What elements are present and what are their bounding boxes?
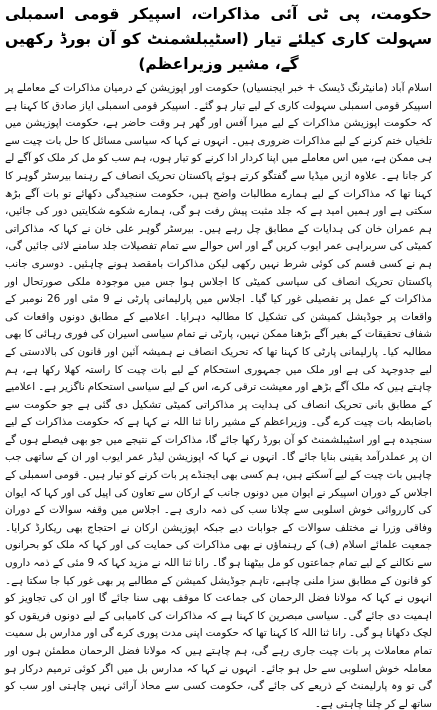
article-headline: حکومت، پی ٹی آئی مذاکرات، اسپیکر قومی اسمبلی سہولت کاری کیلئے تیار (اسٹیبلشمنٹ کو آن بورڈ رکھیں گے، مشیر وزیراعظم)	[5, 5, 432, 73]
article-body: اسلام آباد (مانیٹرنگ ڈیسک + خبر ایجنسیاں) حکومت اور اپوزیشن کے درمیان مذاکرات کے معاملے پر اسپیکر قومی اسمبلی سہولت کاری کے لیے تیار ہو گئے۔ اسپیکر قومی اسمبلی ایاز صادق کا کہنا ہے کہ حکومت اپوزیشن مذاکرات کے لیے میرا آفس اور گھر ہر وقت حاضر ہے، حکومت اپوزیشن میں تلخیاں ختم کرنے کے لیے مذاکرات ضروری ہیں۔ انہوں نے کہا کہ سیاسی مسائل کا حل بات چیت سے ہی ممکن ہے، میں اس معاملے میں اپنا کردار ادا کرنے کو تیار ہوں، ہم سب کو مل کر ملک کو آگے لے کر جانا ہے۔ علاوہ ازیں میڈیا سے گفتگو کرتے ہوئے پاکستان تحریک انصاف کے رہنما بیرسٹر گوہر کا کہنا تھا کہ مذاکرات کے لیے ہمارے مطالبات واضح ہیں، حکومت سنجیدگی دکھائے تو بات آگے بڑھ سکتی ہے اور ہمیں امید ہے کہ جلد مثبت پیش رفت ہو گی، ہمارے شکوے شکایتیں دور کی جائیں، ہم عمران خان کی ہدایات کے مطابق چل رہے ہیں۔ بیرسٹر گوہر علی خان نے کہا کہ مذاکراتی کمیٹی کی سربراہی عمر ایوب کریں گے اور اس حوالے سے تمام تفصیلات جلد سامنے لائی جائیں گی، ہم نے کسی قسم کی کوئی شرط نہیں رکھی لیکن مذاکرات بامقصد ہونے چاہئیں۔ دوسری جانب پاکستان تحریک انصاف کی سیاسی کمیٹی کا اجلاس ہوا جس میں موجودہ ملکی صورتحال اور مذاکرات کے عمل پر تفصیلی غور کیا گیا۔ اجلاس میں پارلیمانی پارٹی نے 9 مئی اور 26 نومبر کے واقعات پر جوڈیشل کمیشن کی تشکیل کا مطالبہ دہرایا۔ اعلامیے کے مطابق دونوں واقعات کی شفاف تحقیقات کے بغیر آگے بڑھنا ممکن نہیں، پارٹی نے تمام سیاسی اسیران کی فوری رہائی کا بھی مطالبہ کیا۔ پارلیمانی پارٹی کا کہنا تھا کہ تحریک انصاف نے ہمیشہ آئین اور قانون کی بالادستی کے لیے جدوجہد کی ہے اور ملک میں جمہوری استحکام کے لیے بات چیت کا راستہ کھلا رکھا ہے، ہم چاہتے ہیں کہ ملک آگے بڑھے اور معیشت ترقی کرے، اس کے لیے سیاسی استحکام ناگزیر ہے۔ اعلامیے کے مطابق بانی تحریک انصاف کی ہدایت پر مذاکراتی کمیٹی تشکیل دی گئی ہے جو حکومت سے باضابطہ بات چیت کرے گی۔ وزیراعظم کے مشیر رانا ثنا اللہ نے کہا ہے کہ حکومت مذاکرات کے لیے سنجیدہ ہے اور اسٹیبلشمنٹ کو آن بورڈ رکھا جائے گا، مذاکرات کے نتیجے میں جو بھی فیصلے ہوں گے ان پر عملدرآمد یقینی بنایا جائے گا۔ انہوں نے کہا کہ اپوزیشن لیڈر عمر ایوب اور ان کے ساتھی جب چاہیں بات چیت کے لیے آسکتے ہیں، ہم کسی بھی ایجنڈے پر بات کرنے کو تیار ہیں۔ قومی اسمبلی کے اجلاس کے دوران اسپیکر نے ایوان میں دونوں جانب کے ارکان سے تعاون کی اپیل کی اور کہا کہ ایوان کی کارروائی خوش اسلوبی سے چلانا سب کی ذمہ داری ہے۔ اجلاس میں وقفہ سوالات کے دوران وفاقی وزرا نے مختلف سوالات کے جوابات دیے جبکہ اپوزیشن ارکان نے احتجاج بھی ریکارڈ کرایا۔ جمعیت علمائے اسلام (ف) کے رہنماؤں نے بھی مذاکرات کی حمایت کی اور کہا کہ ملک کو بحرانوں سے نکالنے کے لیے تمام جماعتوں کو مل بیٹھنا ہو گا۔ رانا ثنا اللہ نے مزید کہا کہ 9 مئی کے ذمہ داروں کو قانون کے مطابق سزا ملنی چاہیے، تاہم جوڈیشل کمیشن کے مطالبے پر بھی غور کیا جا سکتا ہے۔ انہوں نے کہا کہ مولانا فضل الرحمان کی جماعت کا موقف بھی سنا جائے گا اور ان کی تجاویز کو اہمیت دی جائے گی۔ سیاسی مبصرین کا کہنا ہے کہ مذاکرات کی کامیابی کے لیے دونوں فریقوں کو لچک دکھانا ہو گی۔ رانا ثنا اللہ کا کہنا تھا کہ حکومت اپنی مدت پوری کرے گی اور مدارس بل سمیت تمام معاملات پر بات چیت جاری رہے گی، ہم چاہتے ہیں کہ مولانا فضل الرحمان مطمئن ہوں اور معاملہ خوش اسلوبی سے حل ہو جائے۔ انہوں نے کہا کہ مدارس بل میں اگر کوئی ترمیم درکار ہو گی تو وہ پارلیمنٹ کے ذریعے کی جائے گی، حکومت کسی سے محاذ آرائی نہیں چاہتی اور سب کو ساتھ لے کر چلنا چاہتی ہے۔	[5, 82, 432, 710]
